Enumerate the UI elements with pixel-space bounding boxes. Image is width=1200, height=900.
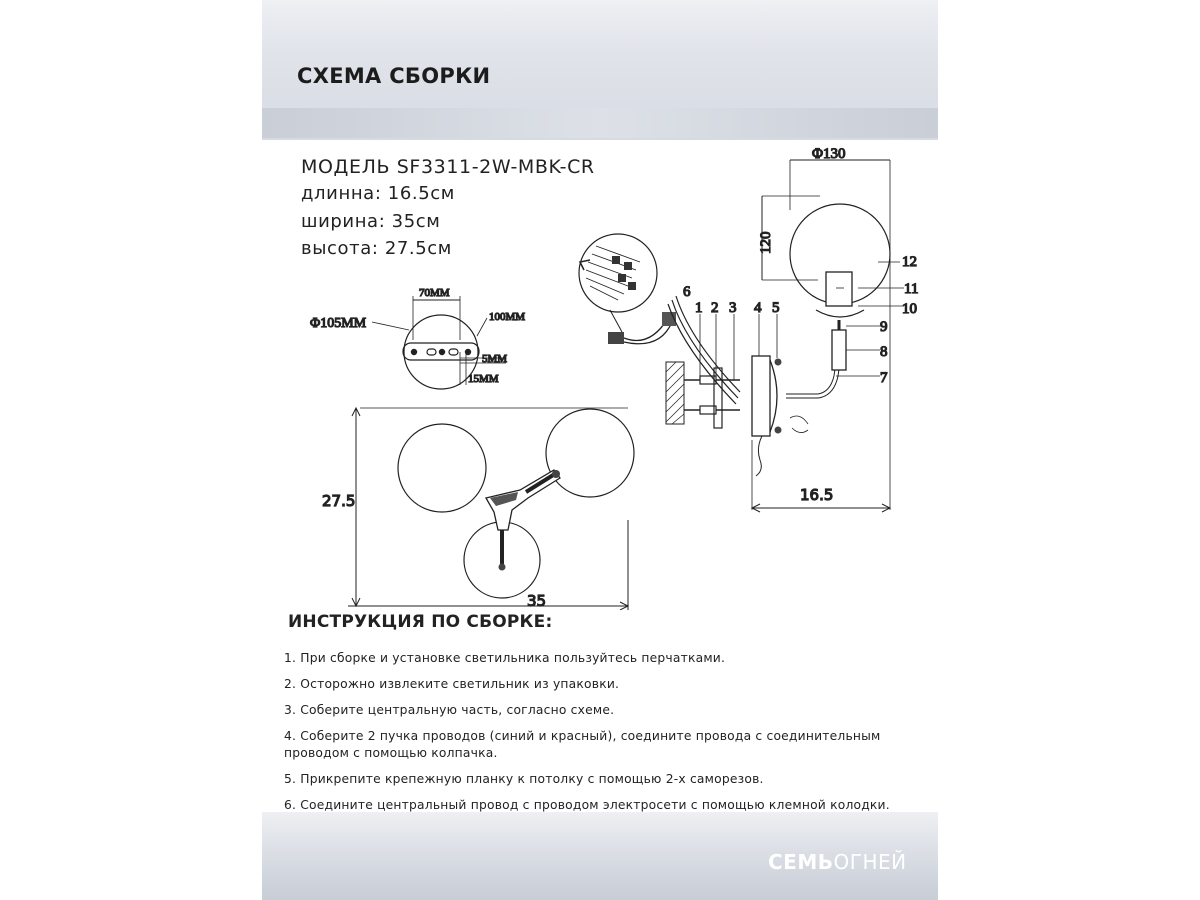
instructions-list bbox=[284, 650, 934, 823]
instruction-step bbox=[284, 702, 934, 719]
instruction-step bbox=[284, 728, 934, 762]
part-number-12: 12 bbox=[902, 254, 917, 270]
brand-light: ОГНЕЙ bbox=[833, 850, 907, 874]
spec-width: ширина: 35см bbox=[301, 211, 441, 232]
spec-model: МОДЕЛЬ SF3311-2W-MBK-CR bbox=[301, 156, 595, 178]
part-number-8: 8 bbox=[880, 344, 888, 360]
brand-logo bbox=[768, 850, 907, 874]
part-number-5: 5 bbox=[772, 300, 780, 316]
part-number-4: 4 bbox=[754, 300, 762, 316]
instruction-step bbox=[284, 771, 934, 788]
instructions-title: ИНСТРУКЦИЯ ПО СБОРКЕ: bbox=[288, 612, 553, 632]
instruction-step bbox=[284, 650, 934, 667]
part-number-7: 7 bbox=[880, 370, 888, 386]
globe-left bbox=[398, 424, 486, 512]
side-depth-label: 16.5 bbox=[800, 486, 834, 504]
step-number: 1. bbox=[284, 651, 297, 665]
mount-hole bbox=[411, 349, 416, 354]
part-number-9: 9 bbox=[880, 319, 888, 335]
instruction-step bbox=[284, 676, 934, 693]
step-number: 4. bbox=[284, 729, 297, 743]
arm-sleeve bbox=[832, 330, 846, 370]
step-number: 3. bbox=[284, 703, 297, 717]
mount-slot-hole bbox=[449, 349, 458, 355]
front-view bbox=[348, 408, 634, 610]
step-text: Соберите 2 пучка проводов (синий и красный), соедините провода с соединительным проводом с помощью колпачка. bbox=[284, 729, 881, 760]
socket bbox=[826, 272, 852, 306]
part-number-1: 1 bbox=[695, 300, 703, 316]
front-height-label: 27.5 bbox=[322, 492, 356, 510]
globe-right bbox=[546, 409, 634, 497]
part-number-11: 11 bbox=[904, 281, 919, 297]
step-text: Соберите центральную часть, согласно схеме. bbox=[300, 703, 615, 717]
part-number-6: 6 bbox=[683, 284, 691, 300]
front-width-label: 35 bbox=[527, 592, 547, 610]
mount-hole bbox=[439, 349, 444, 354]
part-number-10: 10 bbox=[902, 301, 917, 317]
spec-height: высота: 27.5см bbox=[301, 238, 452, 259]
brand-bold: СЕМЬ bbox=[768, 850, 834, 874]
shade-height-label: 120 bbox=[758, 231, 774, 254]
plate-diameter-label: Φ105MM bbox=[310, 316, 367, 331]
step-number: 6. bbox=[284, 798, 297, 812]
hole-spacing-label: 70MM bbox=[419, 287, 450, 299]
side-view bbox=[666, 160, 904, 512]
shade-diameter-label: Φ130 bbox=[812, 146, 846, 162]
canopy bbox=[752, 356, 770, 436]
terminal-block bbox=[608, 332, 624, 344]
step-text: Соедините центральный провод с проводом электросети с помощью клемной колодки. bbox=[300, 798, 890, 812]
spec-length: длинна: 16.5см bbox=[301, 183, 455, 204]
wire-connector-detail bbox=[579, 234, 676, 344]
step-text: При сборке и установке светильника пользуйтесь перчатками. bbox=[300, 651, 726, 665]
page-title: СХЕМА СБОРКИ bbox=[297, 64, 491, 88]
step-number: 2. bbox=[284, 677, 297, 691]
part-number-2: 2 bbox=[711, 300, 719, 316]
assembly-drawing bbox=[262, 140, 938, 610]
step-number: 5. bbox=[284, 772, 297, 786]
slot-width-label: 5MM bbox=[482, 353, 508, 365]
part-number-3: 3 bbox=[729, 300, 737, 316]
mount-slot-hole bbox=[427, 349, 436, 355]
edge-offset-label: 15MM bbox=[468, 373, 499, 385]
step-text: Осторожно извлеките светильник из упаковки. bbox=[300, 677, 620, 691]
slot-length-label: 100MM bbox=[489, 311, 526, 323]
step-text: Прикрепите крепежную планку к потолку с помощью 2-х саморезов. bbox=[300, 772, 764, 786]
header-stripe bbox=[262, 108, 938, 138]
